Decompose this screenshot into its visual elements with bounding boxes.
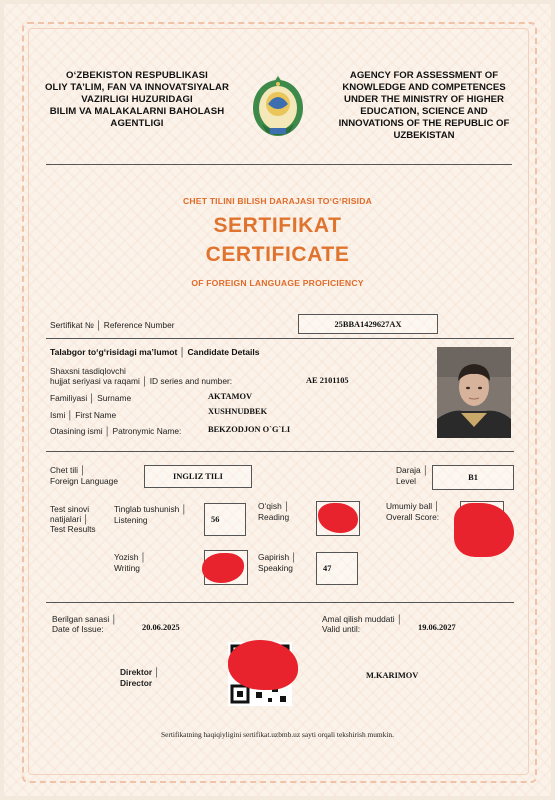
level-label-line1: Daraja │ bbox=[396, 465, 429, 475]
language-label-line1: Chet tili │ bbox=[50, 465, 86, 475]
first-name-value: XUSHNUDBEK bbox=[208, 407, 268, 416]
header-left-line: BILIM VA MALAKALARNI BAHOLASH bbox=[49, 106, 225, 117]
speaking-label-line2: Speaking bbox=[258, 563, 293, 573]
language-value: INGLIZ TILI bbox=[144, 465, 252, 488]
director-label-line1: Direktor │ bbox=[120, 667, 160, 677]
candidate-section-title: Talabgor to‘g‘risidagi ma’lumot │ Candidate Details bbox=[50, 347, 260, 357]
divider-1 bbox=[46, 338, 514, 339]
header-left-uz bbox=[34, 70, 240, 130]
header-left-line: OLIY TA’LIM, FAN VA INNOVATSIYALAR bbox=[44, 82, 230, 93]
portrait-image-icon bbox=[437, 347, 511, 438]
level-label-line2: Level bbox=[396, 476, 417, 486]
title-top: CHET TILINI BILISH DARAJASI TO‘G‘RISIDA bbox=[182, 196, 373, 206]
title-certificate: CERTIFICATE bbox=[205, 243, 350, 266]
id-label-line2: hujjat seriyasi va raqami │ ID series and number: bbox=[50, 376, 233, 386]
header-right-en bbox=[322, 70, 526, 142]
header-right-line: UNDER THE MINISTRY OF HIGHER bbox=[344, 94, 504, 105]
issue-date-label-line2: Date of Issue: bbox=[52, 624, 104, 634]
level-value: B1 bbox=[432, 465, 514, 490]
issue-date-value: 20.06.2025 bbox=[142, 623, 180, 632]
listening-score: 56 bbox=[204, 503, 246, 536]
state-emblem-icon bbox=[250, 74, 306, 140]
reading-label-line2: Reading bbox=[258, 512, 290, 522]
reference-label: Sertifikat № │ Reference Number bbox=[50, 320, 175, 330]
writing-label-line1: Yozish │ bbox=[114, 552, 146, 562]
valid-until-label-line1: Amal qilish muddati │ bbox=[322, 614, 403, 624]
listening-label-line1: Tinglab tushunish │ bbox=[114, 504, 187, 514]
speaking-label-line1: Gapirish │ bbox=[258, 552, 297, 562]
results-label-line3: Test Results bbox=[50, 524, 96, 534]
header-right-line: UZBEKISTAN bbox=[393, 130, 455, 141]
id-label-line1: Shaxsni tasdiqlovchi bbox=[50, 366, 126, 376]
results-label-line2: natijalari │ bbox=[50, 514, 89, 524]
valid-until-value: 19.06.2027 bbox=[418, 623, 456, 632]
writing-label-line2: Writing bbox=[114, 563, 140, 573]
header-right-line: AGENCY FOR ASSESSMENT OF bbox=[349, 70, 499, 81]
divider-2 bbox=[46, 451, 514, 452]
results-label-line1: Test sinovi bbox=[50, 504, 90, 514]
header-divider bbox=[46, 164, 512, 165]
reference-number: 25BBA1429627AX bbox=[298, 314, 438, 334]
divider-3 bbox=[46, 602, 514, 603]
id-value: AE 2101105 bbox=[306, 376, 349, 385]
first-name-label: Ismi │ First Name bbox=[50, 410, 117, 420]
reading-label-line1: O‘qish │ bbox=[258, 501, 290, 511]
patronymic-value: BEKZODJON O`G`LI bbox=[208, 425, 291, 434]
valid-until-label-line2: Valid until: bbox=[322, 624, 361, 634]
listening-label-line2: Listening bbox=[114, 515, 148, 525]
header-right-line: EDUCATION, SCIENCE AND bbox=[360, 106, 488, 117]
title-sertifikat: SERTIFIKAT bbox=[213, 214, 342, 237]
director-name: M.KARIMOV bbox=[366, 671, 419, 680]
title-bottom: OF FOREIGN LANGUAGE PROFICIENCY bbox=[191, 278, 364, 288]
surname-label: Familiyasi │ Surname bbox=[50, 393, 132, 403]
patronymic-label: Otasining ismi │ Patronymic Name: bbox=[50, 426, 182, 436]
header-left-line: AGENTLIGI bbox=[110, 118, 164, 129]
verification-note: Sertifikatning haqiqiyligini sertifikat.uzbmb.uz sayti orqali tekshirish mumkin. bbox=[161, 730, 394, 739]
speaking-score: 47 bbox=[316, 552, 358, 585]
header-right-line: KNOWLEDGE AND COMPETENCES bbox=[342, 82, 506, 93]
header-left-line: VAZIRLIGI HUZURIDAGI bbox=[81, 94, 193, 105]
language-label-line2: Foreign Language bbox=[50, 476, 118, 486]
header-right-line: INNOVATIONS OF THE REPUBLIC OF bbox=[338, 118, 510, 129]
surname-value: AKTAMOV bbox=[208, 392, 253, 401]
overall-label-line1: Umumiy ball │ bbox=[386, 501, 440, 511]
director-label-line2: Director bbox=[120, 678, 153, 688]
candidate-photo bbox=[437, 347, 511, 438]
issue-date-label-line1: Berilgan sanasi │ bbox=[52, 614, 117, 624]
overall-label-line2: Overall Score: bbox=[386, 512, 440, 522]
header-left-line: O‘ZBEKISTON RESPUBLIKASI bbox=[66, 70, 208, 81]
